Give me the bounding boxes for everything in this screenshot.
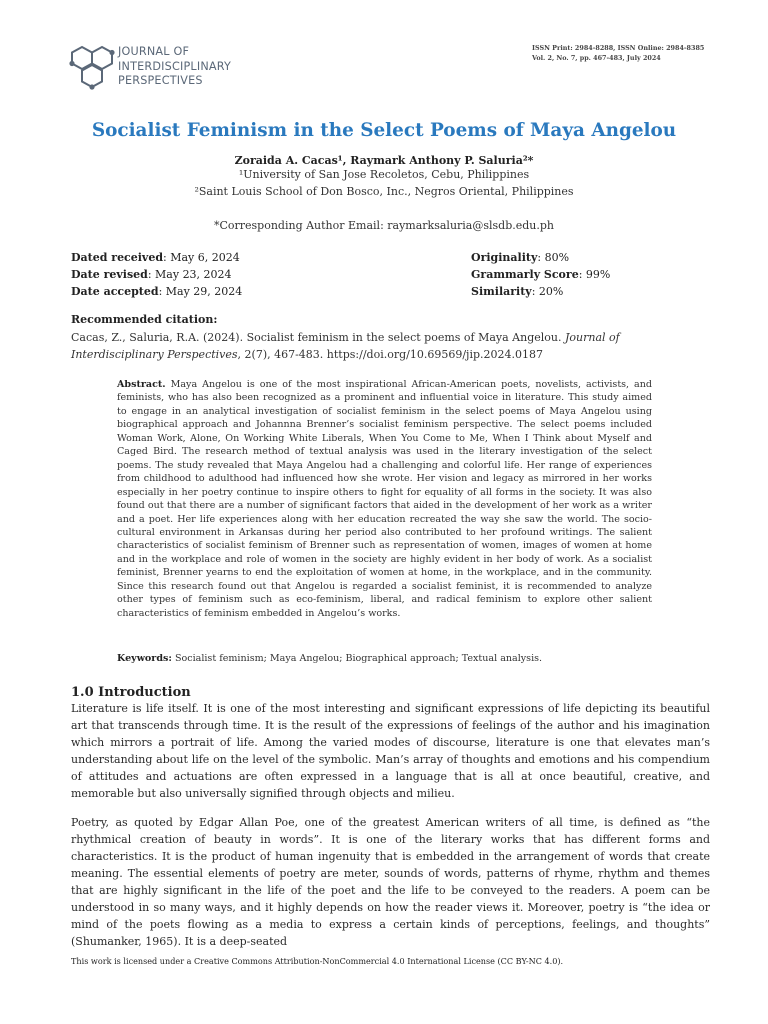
similarity-label: Similarity: [471, 284, 532, 298]
corresponding-author: *Corresponding Author Email: raymarksaluria@slsdb.edu.ph: [213, 219, 555, 232]
abstract-text: Maya Angelou is one of the most inspirational African-American poets, novelists, activists, and feminists, who has also been recognized as a prominent and influential voice in literature. This study aimed to engage in an analytical investigation of socialist feminism in the select poems of Maya Angelou using biographical approach and Johannna Brenner’s socialist feminism perspective. The select poems included Woman Work, Alone, On Working White Liberals, When You Come to Me, When I Think about Myself and Caged Bird. The research method of textual analysis was used in the literary investigation of the select poems. The study revealed that Maya Angelou had a challenging and colorful life. Her range of experiences from childhood to adulthood had influenced how she wrote. Her vision and legacy as mirrored in her works especially in her poetry continue to inspire others to fight for equality of all forms in the society. It was also found out that there are a number of significant factors that aided in the development of her work as a writer and a poet. Her life experiences along with her education recreated the way she saw the world. The socio-cultural environment in Arkansas during her period also contributed to her profound writings. The salient characteristics of socialist feminism of Brenner such as representation of women, images of women at home and in the workplace and role of women in the society are highly evident in her body of work. As a socialist feminist, Brenner yearns to end the exploitation of women at home, in the workplace, and in the community. Since this research found out that Angelou is regarded a socialist feminist, it is recommended to analyze other types of feminism such as eco-feminism, liberal, and radical feminism to explore other salient characteristics of feminism embedded in Angelou’s works.: [117, 379, 652, 619]
similarity-value: : 20%: [531, 284, 564, 298]
citation-text: [71, 329, 703, 363]
date-accepted-label: Date accepted: [71, 284, 159, 298]
grammarly-score: [471, 267, 610, 284]
intro-paragraph-1: Literature is life itself. It is one of the most interesting and significant expressions of life depicting its beautiful art that transcends through time. It is the result of the expressions of feelings of the author and his imagination which mirrors a portrait of life. Among the varied modes of discourse, literature is one that elevates man’s understanding about life on the level of the symbolic. Man’s array of thoughts and emotions and his compendium of attitudes and actuations are often expressed in a language that is all at once beautiful, creative, and memorable but also universally signified through objects and milieu.: [71, 702, 710, 800]
license-footer: This work is licensed under a Creative Commons Attribution-NonCommercial 4.0 International License (CC BY-NC 4.0).: [71, 956, 564, 966]
issn-line: ISSN Print: 2984-8288, ISSN Online: 2984-8385: [532, 44, 705, 52]
intro-paragraph-2: Poetry, as quoted by Edgar Allan Poe, one of the greatest American writers of all time, is defined as “the rhythmical creation of beauty in words”. It is one of the literary works that has different forms and characteristics. It is the product of human ingenuity that is embedded in the arrangement of words that create meaning. The essential elements of poetry are meter, sounds of words, patterns of rhyme, rhythm and themes that are highly significant in the life of the poet and the life to be conveyed to the readers. A poem can be understood in so many ways, and it highly depends on how the reader views it. Moreover, poetry is “the idea or mind of the poets flowing as a media to express a certain kinds of perceptions, feelings, and thoughts” (Shumanker, 1965). It is a deep-seated: [71, 816, 710, 948]
journal-logo: [68, 43, 243, 99]
volume-line: Vol. 2, No. 7, pp. 467-483, July 2024: [532, 53, 661, 62]
date-revised-label: Date revised: [71, 267, 148, 281]
originality-score: [471, 250, 610, 267]
scores-block: [471, 250, 610, 300]
journal-name-line-2: INTERDISCIPLINARY: [118, 59, 232, 73]
abstract-label: Abstract.: [117, 379, 166, 390]
affiliation-1: ¹University of San Jose Recoletos, Cebu, Philippines: [238, 168, 530, 181]
originality-value: : 80%: [537, 251, 570, 264]
journal-name-line-3: PERSPECTIVES: [118, 74, 203, 87]
article-authors: Zoraida A. Cacas¹, Raymark Anthony P. Saluria²*: [234, 154, 534, 167]
keywords: [117, 653, 652, 664]
date-received: [71, 250, 242, 267]
journal-name-line-1: JOURNAL OF: [118, 45, 190, 58]
citation-journal: Journal of Interdisciplinary Perspectives: [71, 331, 620, 361]
citation-text-before: Cacas, Z., Saluria, R.A. (2024). Socialist feminism in the select poems of Maya Angelou.: [71, 331, 565, 344]
date-received-value: : May 6, 2024: [163, 251, 240, 264]
citation-text-after: , 2(7), 467-483. https://doi.org/10.69569/jip.2024.0187: [237, 348, 543, 361]
date-accepted-value: : May 29, 2024: [158, 284, 243, 298]
similarity-score: [471, 284, 610, 301]
keywords-text: Socialist feminism; Maya Angelou; Biographical approach; Textual analysis.: [171, 653, 543, 664]
keywords-label: Keywords:: [117, 653, 172, 664]
hexagon-molecule-icon: [68, 43, 116, 97]
section-heading-introduction: 1.0 Introduction: [71, 685, 191, 700]
affiliation-2: ²Saint Louis School of Don Bosco, Inc., Negros Oriental, Philippines: [194, 185, 574, 198]
grammarly-label: Grammarly Score: [471, 267, 579, 281]
originality-label: Originality: [471, 251, 538, 264]
date-revised-value: : May 23, 2024: [147, 267, 232, 281]
date-revised: [71, 267, 242, 284]
issn-block: [532, 44, 704, 63]
dates-block: [71, 250, 242, 300]
article-title: Socialist Feminism in the Select Poems of Maya Angelou: [91, 120, 677, 141]
date-accepted: [71, 284, 242, 301]
journal-name: [118, 45, 231, 89]
grammarly-value: : 99%: [578, 267, 611, 281]
citation-heading: Recommended citation:: [71, 313, 218, 326]
abstract: [117, 378, 652, 620]
date-received-label: Dated received: [71, 251, 164, 264]
